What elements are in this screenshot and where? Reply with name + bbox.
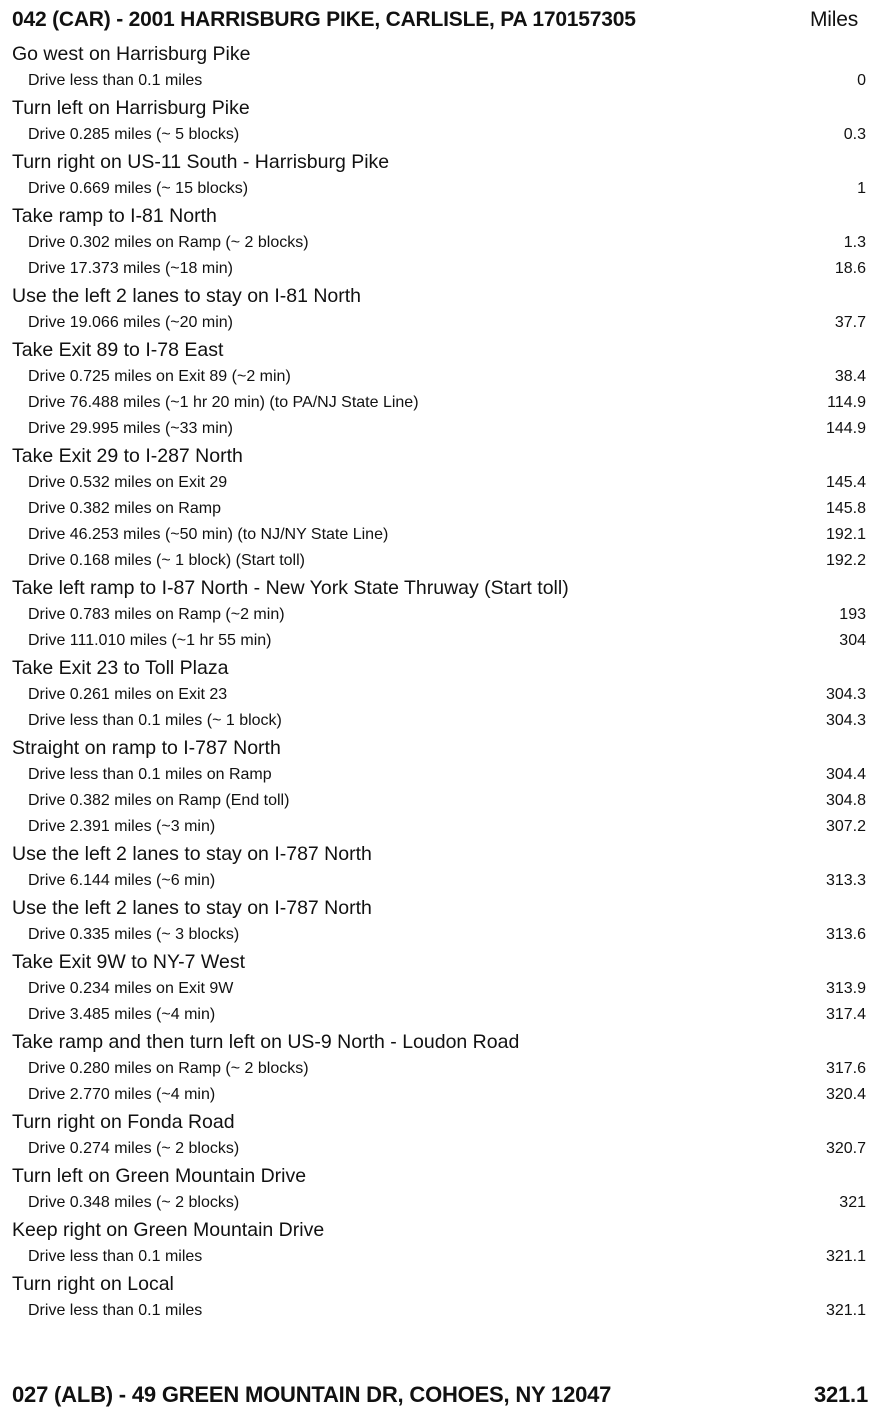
step-instruction: Straight on ramp to I-787 North: [12, 737, 281, 759]
cumulative-miles: 145.8: [825, 500, 866, 517]
cumulative-miles: 304.3: [825, 712, 866, 729]
step-detail-row: [0, 1298, 880, 1324]
detail-text: Drive 29.995 miles (~33 min): [28, 420, 233, 437]
detail-text: Drive 46.253 miles (~50 min) (to NJ/NY State Line): [28, 526, 389, 543]
origin-address: 042 (CAR) - 2001 HARRISBURG PIKE, CARLISLE, PA 170157305: [12, 8, 636, 31]
detail-text: Drive 0.261 miles on Exit 23: [28, 686, 228, 703]
cumulative-miles: 1: [857, 180, 866, 197]
cumulative-miles: 313.6: [825, 926, 866, 943]
step-detail-row: [0, 868, 880, 894]
detail-text: Drive 17.373 miles (~18 min): [28, 260, 233, 277]
step-detail-row: [0, 496, 880, 522]
detail-text: Drive 3.485 miles (~4 min): [28, 1006, 216, 1023]
step-detail-row: [0, 122, 880, 148]
step-instruction: Take Exit 29 to I-287 North: [12, 445, 243, 467]
step-detail-row: [0, 364, 880, 390]
cumulative-miles: 38.4: [834, 368, 866, 385]
detail-text: Drive 0.669 miles (~ 15 blocks): [28, 180, 249, 197]
detail-text: Drive 0.382 miles on Ramp: [28, 500, 221, 517]
cumulative-miles: 1.3: [843, 234, 866, 251]
detail-text: Drive 0.234 miles on Exit 9W: [28, 980, 234, 997]
cumulative-miles: 0.3: [843, 126, 866, 143]
step-detail-row: [0, 470, 880, 496]
detail-text: Drive less than 0.1 miles (~ 1 block): [28, 712, 282, 729]
header-row: [12, 2, 868, 38]
cumulative-miles: 145.4: [825, 474, 866, 491]
detail-text: Drive 0.382 miles on Ramp (End toll): [28, 792, 290, 809]
step-detail-row: [0, 1136, 880, 1162]
step-detail-row: [0, 548, 880, 574]
detail-text: Drive 0.285 miles (~ 5 blocks): [28, 126, 240, 143]
step-instruction: Take left ramp to I-87 North - New York State Thruway (Start toll): [12, 577, 569, 599]
detail-text: Drive 0.348 miles (~ 2 blocks): [28, 1194, 240, 1211]
step-instruction: Turn right on US-11 South - Harrisburg Pike: [12, 151, 390, 173]
step-detail-row: [0, 708, 880, 734]
cumulative-miles: 304.4: [825, 766, 866, 783]
step-instruction: Use the left 2 lanes to stay on I-787 North: [12, 897, 372, 919]
cumulative-miles: 313.3: [825, 872, 866, 889]
miles-column-header: Miles: [809, 8, 858, 31]
step-detail-row: [0, 922, 880, 948]
detail-text: Drive 76.488 miles (~1 hr 20 min) (to PA/NJ State Line): [28, 394, 419, 411]
detail-text: Drive 2.770 miles (~4 min): [28, 1086, 216, 1103]
detail-text: Drive less than 0.1 miles: [28, 72, 203, 89]
step-detail-row: [0, 68, 880, 94]
step-detail-row: [0, 310, 880, 336]
cumulative-miles: 317.4: [825, 1006, 866, 1023]
step-detail-row: [0, 522, 880, 548]
step-detail-row: [0, 762, 880, 788]
step-instruction: Keep right on Green Mountain Drive: [12, 1219, 325, 1241]
step-detail-row: [0, 682, 880, 708]
detail-text: Drive 2.391 miles (~3 min): [28, 818, 216, 835]
step-detail-row: [0, 390, 880, 416]
cumulative-miles: 37.7: [834, 314, 866, 331]
cumulative-miles: 18.6: [834, 260, 866, 277]
step-instruction: Take Exit 9W to NY-7 West: [12, 951, 246, 973]
detail-text: Drive 0.335 miles (~ 3 blocks): [28, 926, 240, 943]
step-instruction: Take Exit 23 to Toll Plaza: [12, 657, 229, 679]
step-instruction: Go west on Harrisburg Pike: [12, 43, 251, 65]
detail-text: Drive 19.066 miles (~20 min): [28, 314, 233, 331]
detail-text: Drive 6.144 miles (~6 min): [28, 872, 216, 889]
cumulative-miles: 192.1: [825, 526, 866, 543]
cumulative-miles: 304.8: [825, 792, 866, 809]
step-instruction: Turn right on Fonda Road: [12, 1111, 235, 1133]
cumulative-miles: 317.6: [825, 1060, 866, 1077]
cumulative-miles: 114.9: [827, 394, 866, 411]
step-instruction: Turn right on Local: [12, 1273, 174, 1295]
step-detail-row: [0, 230, 880, 256]
cumulative-miles: 321.1: [825, 1248, 866, 1265]
detail-text: Drive 0.532 miles on Exit 29: [28, 474, 228, 491]
detail-text: Drive 0.274 miles (~ 2 blocks): [28, 1140, 240, 1157]
total-miles: 321.1: [813, 1382, 868, 1407]
detail-text: Drive less than 0.1 miles: [28, 1302, 203, 1319]
step-detail-row: [0, 1244, 880, 1270]
cumulative-miles: 193: [839, 606, 866, 623]
directions-list: [0, 40, 880, 1324]
step-detail-row: [0, 1190, 880, 1216]
cumulative-miles: 307.2: [825, 818, 866, 835]
detail-text: Drive 0.280 miles on Ramp (~ 2 blocks): [28, 1060, 309, 1077]
cumulative-miles: 304: [839, 632, 866, 649]
detail-text: Drive less than 0.1 miles on Ramp: [28, 766, 272, 783]
step-detail-row: [0, 1082, 880, 1108]
step-instruction: Use the left 2 lanes to stay on I-81 North: [12, 285, 362, 307]
step-detail-row: [0, 256, 880, 282]
step-instruction: Take ramp and then turn left on US-9 North - Loudon Road: [12, 1031, 520, 1053]
detail-text: Drive 0.783 miles on Ramp (~2 min): [28, 606, 285, 623]
cumulative-miles: 321: [839, 1194, 866, 1211]
detail-text: Drive 111.010 miles (~1 hr 55 min): [28, 632, 272, 649]
detail-text: Drive 0.725 miles on Exit 89 (~2 min): [28, 368, 291, 385]
step-detail-row: [0, 1056, 880, 1082]
step-detail-row: [0, 628, 880, 654]
destination-address: 027 (ALB) - 49 GREEN MOUNTAIN DR, COHOES, NY 12047: [12, 1382, 612, 1407]
step-detail-row: [0, 976, 880, 1002]
cumulative-miles: 0: [857, 72, 866, 89]
step-detail-row: [0, 788, 880, 814]
step-instruction: Use the left 2 lanes to stay on I-787 North: [12, 843, 372, 865]
step-instruction: Turn left on Green Mountain Drive: [12, 1165, 307, 1187]
detail-text: Drive less than 0.1 miles: [28, 1248, 203, 1265]
step-instruction: Take Exit 89 to I-78 East: [12, 339, 224, 361]
step-detail-row: [0, 416, 880, 442]
cumulative-miles: 320.7: [825, 1140, 866, 1157]
detail-text: Drive 0.168 miles (~ 1 block) (Start toll): [28, 552, 305, 569]
footer-row: [12, 1377, 868, 1413]
step-detail-row: [0, 1002, 880, 1028]
step-instruction: Take ramp to I-81 North: [12, 205, 217, 227]
step-instruction: Turn left on Harrisburg Pike: [12, 97, 250, 119]
cumulative-miles: 192.2: [825, 552, 866, 569]
cumulative-miles: 321.1: [825, 1302, 866, 1319]
cumulative-miles: 304.3: [825, 686, 866, 703]
step-detail-row: [0, 814, 880, 840]
step-detail-row: [0, 176, 880, 202]
cumulative-miles: 313.9: [825, 980, 866, 997]
detail-text: Drive 0.302 miles on Ramp (~ 2 blocks): [28, 234, 309, 251]
cumulative-miles: 320.4: [825, 1086, 866, 1103]
step-detail-row: [0, 602, 880, 628]
cumulative-miles: 144.9: [825, 420, 866, 437]
